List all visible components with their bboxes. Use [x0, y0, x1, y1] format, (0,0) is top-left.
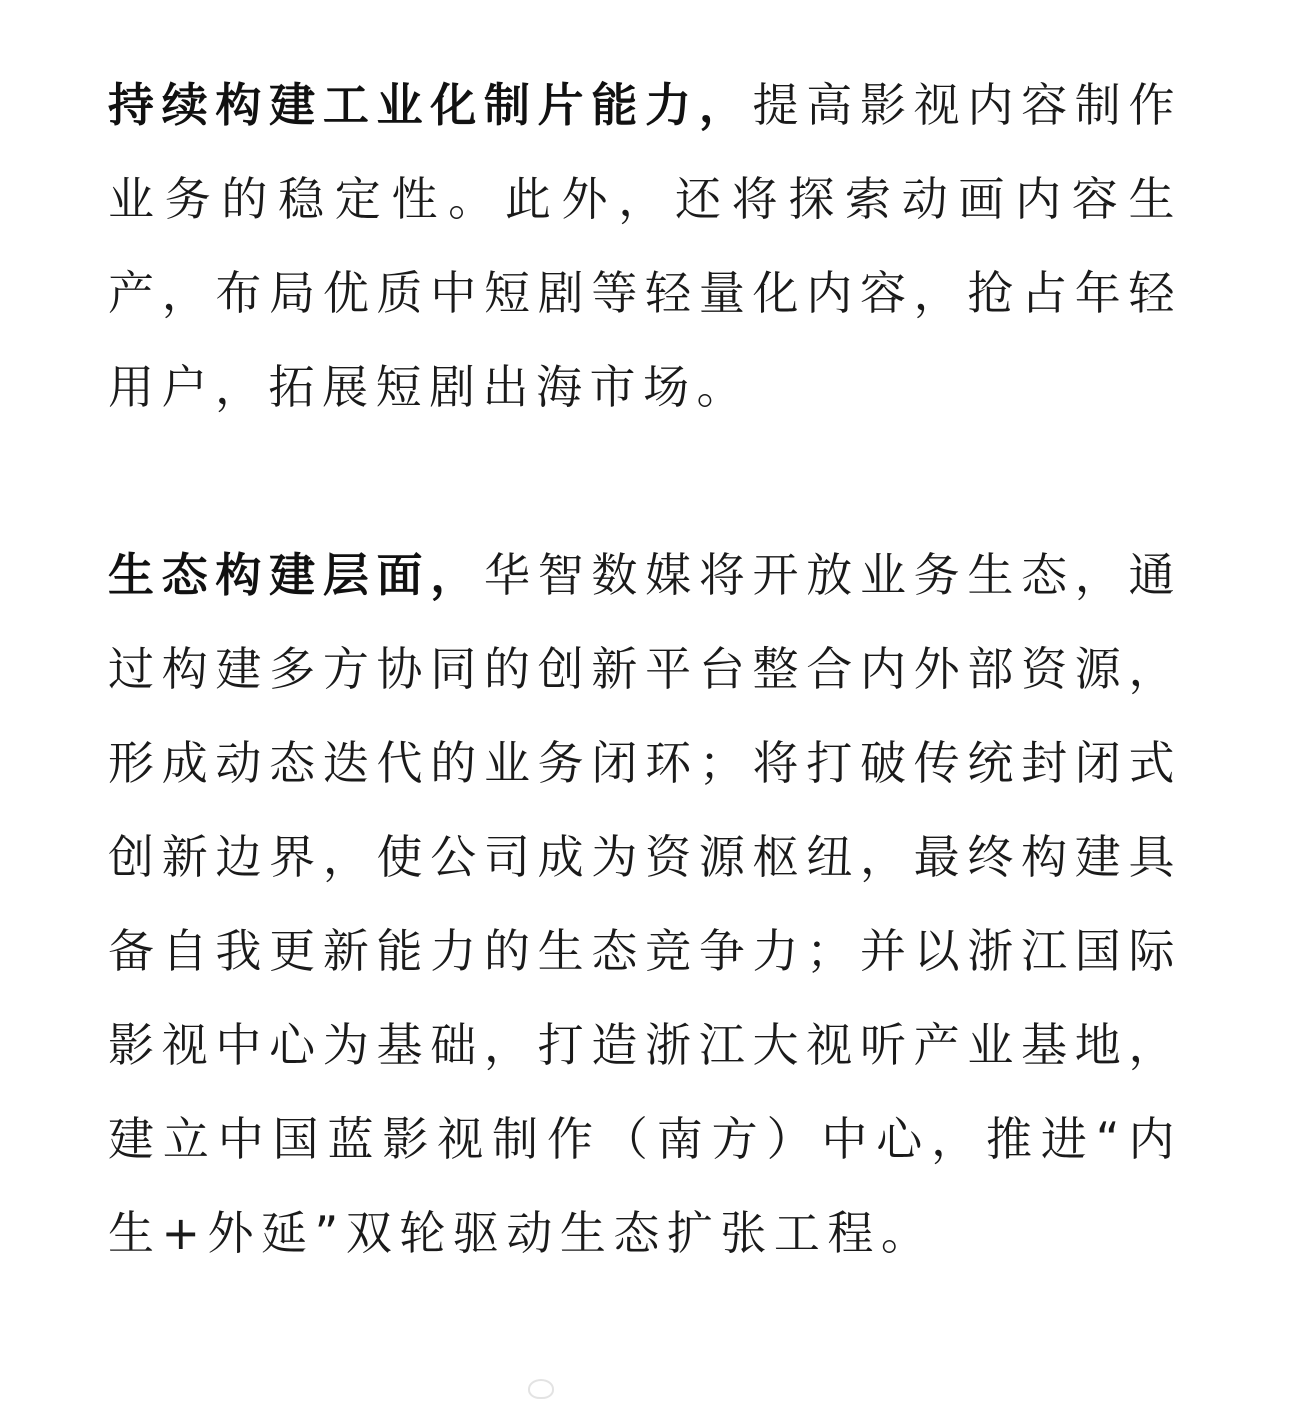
- paragraph-lead: 持续构建工业化制片能力，: [108, 78, 753, 132]
- paragraph-ecosystem: [108, 528, 1182, 1280]
- paragraph-text: 华智数媒将开放业务生态，通过构建多方协同的创新平台整合内外部资源，形成动态迭代的业务闭环；将打破传统封闭式创新边界，使公司成为资源枢纽，最终构建具备自我更新能力的生态竞争力；并以浙江国际影视中心为基础，打造浙江大视听产业基地，建立中国蓝影视制作（南方）中心，推进“内生+外延”双轮驱动生态扩张工程。: [108, 548, 1183, 1260]
- weibo-logo-icon: [528, 1379, 554, 1399]
- watermark: [528, 1376, 778, 1402]
- paragraph-text: 提高影视内容制作业务的稳定性。此外，还将探索动画内容生产，布局优质中短剧等轻量化内容，抢占年轻用户，拓展短剧出海市场。: [108, 78, 1183, 414]
- article-body: [108, 58, 1182, 1280]
- paragraph-lead: 生态构建层面，: [108, 548, 484, 602]
- paragraph-production: [108, 58, 1182, 434]
